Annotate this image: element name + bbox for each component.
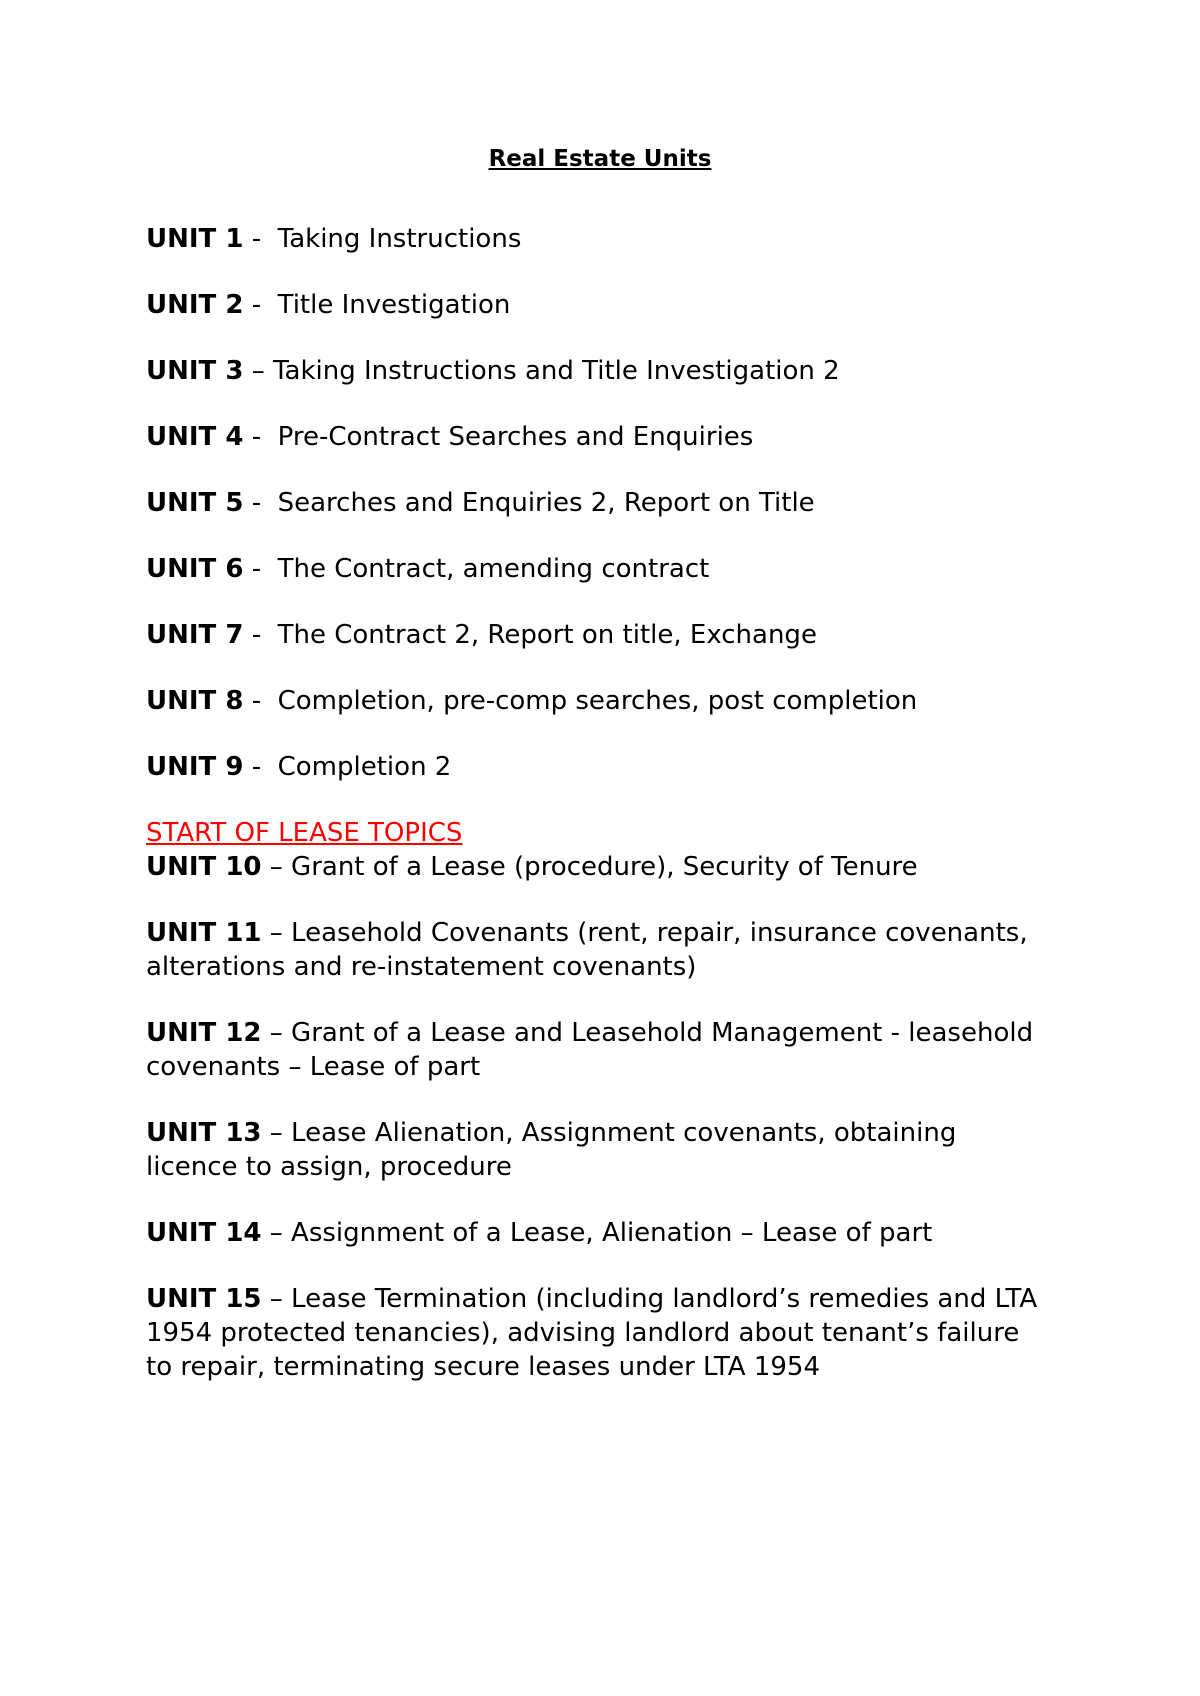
unit-text: Pre-Contract Searches and Enquiries (277, 422, 754, 452)
unit-item (146, 618, 1046, 652)
unit-text: Taking Instructions and Title Investigation 2 (272, 356, 840, 386)
unit-label: UNIT 1 (146, 224, 244, 254)
unit-text: Lease Termination (including landlord’s remedies and LTA 1954 protected tenancies), advising landlord about tenant’s failure to repair, terminating secure leases under LTA 1954 (146, 1284, 1038, 1382)
unit-text: Searches and Enquiries 2, Report on Title (277, 488, 815, 518)
unit-item (146, 1116, 1046, 1184)
unit-text: Taking Instructions (277, 224, 522, 254)
unit-separator: – (261, 918, 292, 948)
unit-separator: – (261, 1284, 292, 1314)
unit-text: The Contract 2, Report on title, Exchange (277, 620, 817, 650)
unit-separator: - (243, 620, 278, 650)
unit-text: The Contract, amending contract (277, 554, 710, 584)
document-title: Real Estate Units (488, 146, 712, 172)
unit-label: UNIT 9 (146, 752, 244, 782)
lease-topics-heading: START OF LEASE TOPICS (146, 818, 463, 848)
unit-label: UNIT 3 (146, 356, 244, 386)
unit-text: Completion 2 (277, 752, 452, 782)
unit-list (146, 222, 1046, 1416)
unit-label: UNIT 4 (146, 422, 244, 452)
unit-separator: - (243, 752, 278, 782)
unit-text: Assignment of a Lease, Alienation – Lease of part (291, 1218, 933, 1248)
unit-separator: – (261, 1018, 292, 1048)
unit-item (146, 750, 1046, 784)
unit-label: UNIT 5 (146, 488, 244, 518)
unit-separator: - (243, 554, 278, 584)
unit-separator: - (243, 290, 278, 320)
unit-text: Grant of a Lease and Leasehold Management - leasehold covenants – Lease of part (146, 1018, 1034, 1082)
unit-item (146, 420, 1046, 454)
unit-item (146, 916, 1046, 984)
unit-item (146, 552, 1046, 586)
unit-item (146, 1282, 1046, 1384)
unit-item (146, 486, 1046, 520)
unit-label: UNIT 15 (146, 1284, 262, 1314)
unit-label: UNIT 12 (146, 1018, 262, 1048)
unit-label: UNIT 8 (146, 686, 244, 716)
unit-label: UNIT 13 (146, 1118, 262, 1148)
unit-text: Lease Alienation, Assignment covenants, obtaining licence to assign, procedure (146, 1118, 957, 1182)
unit-separator: - (243, 422, 278, 452)
unit-separator: - (243, 686, 278, 716)
unit-label: UNIT 14 (146, 1218, 262, 1248)
unit-item (146, 1016, 1046, 1084)
unit-text: Title Investigation (277, 290, 511, 320)
unit-text: Leasehold Covenants (rent, repair, insurance covenants, alterations and re-instatement covenants) (146, 918, 1028, 982)
unit-item (146, 684, 1046, 718)
unit-item (146, 850, 1046, 884)
unit-label: UNIT 7 (146, 620, 244, 650)
unit-text: Grant of a Lease (procedure), Security of Tenure (291, 852, 918, 882)
unit-label: UNIT 6 (146, 554, 244, 584)
unit-separator: – (261, 852, 292, 882)
unit-separator: – (261, 1118, 292, 1148)
unit-separator: - (243, 224, 278, 254)
unit-separator: – (243, 356, 273, 386)
unit-item (146, 222, 1046, 256)
unit-item (146, 288, 1046, 322)
unit-separator: – (261, 1218, 292, 1248)
unit-label: UNIT 2 (146, 290, 244, 320)
unit-separator: - (243, 488, 278, 518)
unit-item (146, 1216, 1046, 1250)
unit-label: UNIT 11 (146, 918, 262, 948)
unit-label: UNIT 10 (146, 852, 262, 882)
unit-item (146, 354, 1046, 388)
unit-text: Completion, pre-comp searches, post completion (277, 686, 918, 716)
